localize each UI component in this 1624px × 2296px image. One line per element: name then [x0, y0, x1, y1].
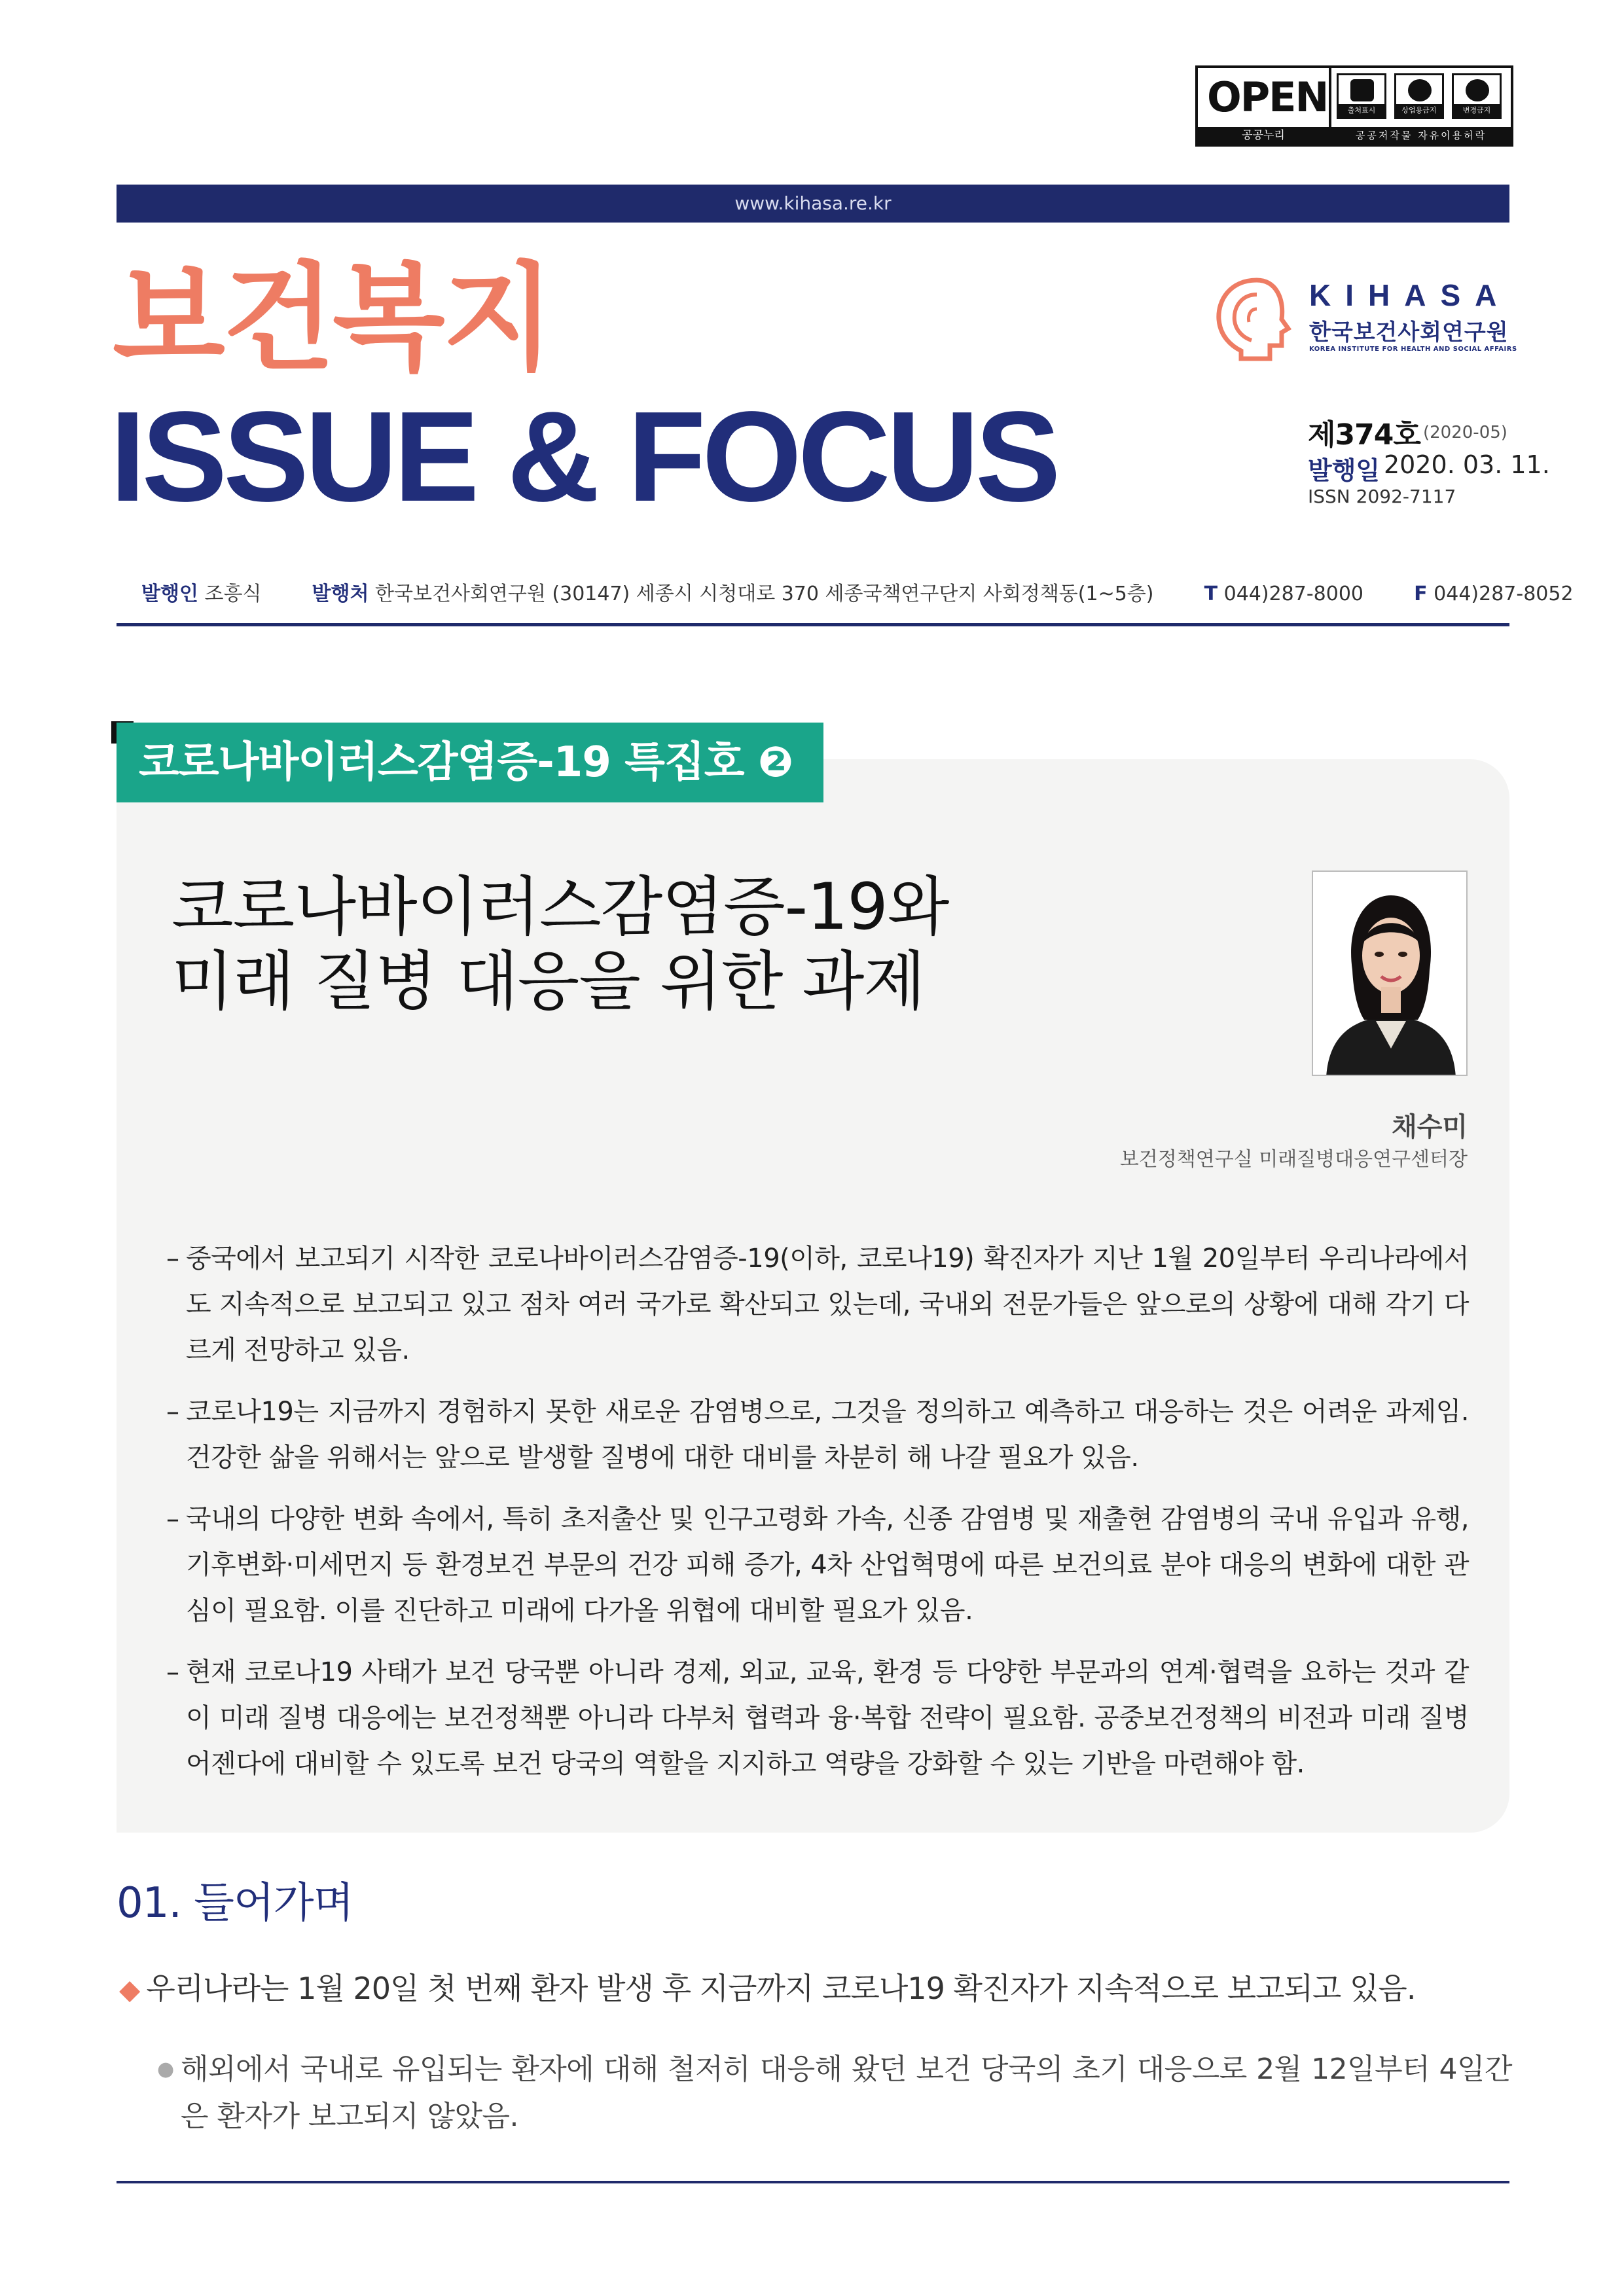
tel-label: T	[1204, 583, 1218, 605]
main-bullet-text: 우리나라는 1월 20일 첫 번째 환자 발생 후 지금까지 코로나19 확진자가 지속적으로 보고되고 있음.	[146, 1971, 1416, 2006]
article-title-line1: 코로나바이러스감염증-19와	[171, 870, 949, 944]
office-label: 발행처	[312, 583, 369, 605]
author-name: 채수미	[1392, 1112, 1468, 1142]
summary-item-text: 중국에서 보고되기 시작한 코로나바이러스감염증-19(이하, 코로나19) 확진자가 지난 1월 20일부터 우리나라에서도 지속적으로 보고되고 있고 점차 여러 국가로 확산되고 있는데, 국내외 전문가들은 앞으로의 상황에 대해 각기 다르게 전망하고 있음.	[186, 1244, 1469, 1365]
open-sub-label: 공공누리	[1198, 127, 1329, 144]
kihasa-logo	[1211, 274, 1517, 365]
kihasa-english-name: KOREA INSTITUTE FOR HEALTH AND SOCIAL AFFAIRS	[1309, 346, 1517, 353]
issue-number: 제374호	[1308, 418, 1420, 452]
author-portrait-image	[1313, 872, 1468, 1076]
publish-date-label: 발행일	[1308, 456, 1380, 485]
noncommercial-icon: 상업용금지	[1394, 73, 1444, 119]
sub-bullet	[157, 2046, 1512, 2140]
summary-item: – 현재 코로나19 사태가 보건 당국뿐 아니라 경제, 외교, 교육, 환경 등 다양한 부문과의 연계·협력을 요하는 것과 같이 미래 질병 대응에는 보건정책뿐 아니라 다부처 협력과 융·복합 전략이 필요함. 공중보건정책의 비전과 미래 질병 어젠다에 대비할 수 있도록 보건 당국의 역할을 지지하고 역량을 강화할 수 있는 기반을 마련해야 함.	[166, 1649, 1469, 1787]
kihasa-korean-name: 한국보건사회연구원	[1309, 319, 1509, 346]
summary-item: – 중국에서 보고되기 시작한 코로나바이러스감염증-19(이하, 코로나19) 확진자가 지난 1월 20일부터 우리나라에서도 지속적으로 보고되고 있고 점차 여러 국가로 확산되고 있는데, 국내외 전문가들은 앞으로의 상황에 대해 각기 다르게 전망하고 있음.	[166, 1236, 1469, 1373]
license-icons	[1331, 68, 1511, 144]
divider	[117, 623, 1509, 626]
head-profile-icon	[1211, 274, 1296, 363]
summary-item-text: 코로나19는 지금까지 경험하지 못한 새로운 감염병으로, 그것을 정의하고 예측하고 대응하는 것은 어려운 과제임. 건강한 삶을 위해서는 앞으로 발생할 질병에 대한 대비를 차분히 해 나갈 필요가 있음.	[186, 1397, 1469, 1473]
publication-title-korean: 보건복지	[113, 251, 552, 386]
sub-bullet-text: 해외에서 국내로 유입되는 환자에 대해 철저히 대응해 왔던 보건 당국의 초기 대응으로 2월 12일부터 4일간은 환자가 보고되지 않았음.	[181, 2053, 1512, 2133]
divider	[117, 2181, 1509, 2183]
fax-label: F	[1414, 583, 1428, 605]
issue-number-sub: (2020-05)	[1423, 423, 1507, 442]
summary-item: – 국내의 다양한 변화 속에서, 특히 초저출산 및 인구고령화 가속, 신종 감염병 및 재출현 감염병의 국내 유입과 유행, 기후변화·미세먼지 등 환경보건 부문의 건강 피해 증가, 4차 산업혁명에 따른 보건의료 분야 대응의 변화에 대한 관심이 필요함. 이를 진단하고 미래에 다가올 위협에 대비할 필요가 있음.	[166, 1496, 1469, 1634]
office-address: 한국보건사회연구원 (30147) 세종시 시청대로 370 세종국책연구단지 사회정책동(1~5층)	[375, 583, 1154, 605]
publisher-label: 발행인	[141, 583, 198, 605]
fax-number: 044)287-8052	[1434, 583, 1574, 605]
url-bar[interactable]: www.kihasa.re.kr	[117, 185, 1509, 223]
summary-item-text: 국내의 다양한 변화 속에서, 특히 초저출산 및 인구고령화 가속, 신종 감염병 및 재출현 감염병의 국내 유입과 유행, 기후변화·미세먼지 등 환경보건 부문의 건강 피해 증가, 4차 산업혁명에 따른 보건의료 분야 대응의 변화에 대한 관심이 필요함. 이를 진단하고 미래에 다가올 위협에 대비할 필요가 있음.	[186, 1504, 1469, 1626]
open-license-badge	[1195, 65, 1513, 147]
license-caption: 공공저작물 자유이용허락	[1331, 127, 1511, 144]
main-bullet	[119, 1965, 1513, 2008]
kihasa-name: KIHASA	[1309, 278, 1511, 312]
open-word: OPEN	[1207, 73, 1328, 121]
diamond-bullet-icon: ◆	[119, 1973, 140, 2005]
attribution-icon: 출처표시	[1337, 73, 1386, 119]
issn: ISSN 2092-7117	[1308, 486, 1456, 507]
article-title	[171, 870, 948, 1019]
summary-item: – 코로나19는 지금까지 경험하지 못한 새로운 감염병으로, 그것을 정의하고 예측하고 대응하는 것은 어려운 과제임. 건강한 삶을 위해서는 앞으로 발생할 질병에 대한 대비를 차분히 해 나갈 필요가 있음.	[166, 1389, 1469, 1480]
no-derivatives-icon: 변경금지	[1452, 73, 1502, 119]
publish-date: 2020. 03. 11.	[1384, 450, 1550, 479]
open-logo	[1198, 68, 1331, 144]
author-photo	[1312, 870, 1468, 1076]
summary-item-text: 현재 코로나19 사태가 보건 당국뿐 아니라 경제, 외교, 교육, 환경 등 다양한 부문과의 연계·협력을 요하는 것과 같이 미래 질병 대응에는 보건정책뿐 아니라 다부처 협력과 융·복합 전략이 필요함. 공중보건정책의 비전과 미래 질병 어젠다에 대비할 수 있도록 보건 당국의 역할을 지지하고 역량을 강화할 수 있는 기반을 마련해야 함.	[186, 1657, 1469, 1779]
tel-number: 044)287-8000	[1223, 583, 1364, 605]
dot-bullet-icon: ●	[157, 2058, 174, 2081]
section-title: 01. 들어가며	[117, 1879, 353, 1928]
publisher-row	[141, 577, 1574, 606]
publication-title-english: ISSUE & FOCUS	[110, 385, 1057, 528]
publisher-name: 조흥식	[204, 583, 262, 605]
article-title-line2: 미래 질병 대응을 위한 과제	[171, 944, 925, 1019]
special-issue-tag: 코로나바이러스감염증-19 특집호 ❷	[117, 723, 823, 802]
author-role: 보건정책연구실 미래질병대응연구센터장	[1119, 1148, 1468, 1171]
